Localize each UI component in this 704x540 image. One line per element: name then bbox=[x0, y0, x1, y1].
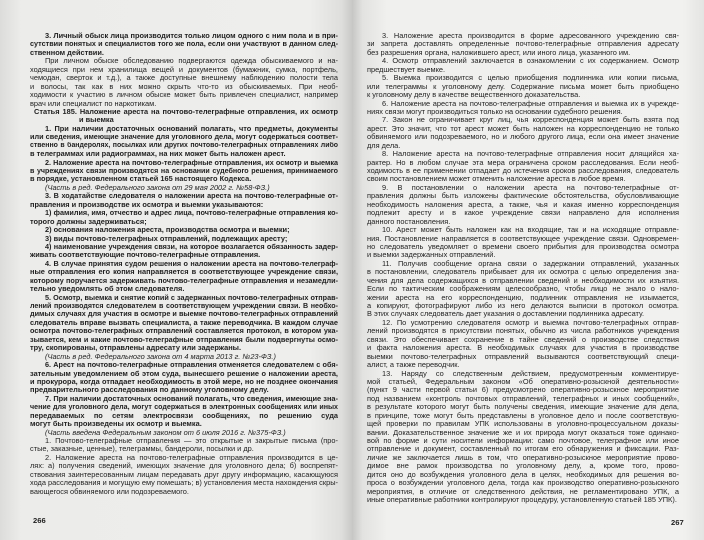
text-line: предшествует выемке. bbox=[367, 65, 446, 74]
statute-paragraph bbox=[30, 226, 338, 234]
text-line: В этих случаях следователь дает указания о доставлении подлинника адресату. bbox=[367, 310, 645, 319]
text-line: данного постановления. bbox=[367, 217, 451, 226]
text-line: тру, скопированы, отправлены адресату или задержаны. bbox=[30, 344, 242, 353]
text-line: 6. Наложение ареста на почтово-телеграфные отправления и выемка их в учрежде- bbox=[382, 99, 679, 108]
commentary-paragraph bbox=[30, 437, 338, 454]
text-line: личие же заключается лишь в том, что оперативно-розыскное мероприятие прово- bbox=[367, 453, 679, 462]
text-line: 4. В случае принятия судом решения о наложении ареста на почтово-телеграф- bbox=[45, 259, 338, 268]
left-page-text bbox=[30, 32, 338, 496]
text-line: в постановлении, следователь прибывает для их осмотра с целью определения зна- bbox=[367, 268, 679, 277]
commentary-paragraph bbox=[367, 74, 679, 99]
text-line: необходимость наложения ареста, а также, чья и какая именно корреспонденция bbox=[367, 200, 679, 209]
commentary-paragraph bbox=[367, 226, 679, 260]
text-line: связи. Это обеспечивает сохранение в тайне сведений о производстве следствия bbox=[367, 335, 679, 344]
commentary-paragraph bbox=[367, 32, 679, 57]
text-line: 2) основания наложения ареста, производства осмотра и выемки; bbox=[45, 226, 290, 235]
page-number: 266 bbox=[33, 516, 46, 525]
text-line: зывается, кем и какие почтово-телеграфные отправления были подвергнуты осмо- bbox=[30, 335, 338, 344]
text-line: правления и производстве их осмотра и выемки указываются: bbox=[30, 200, 264, 209]
text-line: лений производятся следователем в соответствующем учреждении связи. В необхо- bbox=[30, 302, 338, 310]
text-line: вой по форме и сути носители информации: само почтовое, телеграфное или иное bbox=[367, 437, 679, 445]
text-line: без разрешения органа, наложившего арест, или иного лица, указанного им. bbox=[367, 48, 631, 57]
text-line: а копируют, фотографируют либо из него делаются выписки в протокол осмотра. bbox=[367, 302, 679, 310]
text-line: 4. Осмотр отправлений заключается в ознакомлении с их содержанием. Осмотр bbox=[382, 57, 679, 66]
text-line: и выемка bbox=[79, 116, 114, 125]
text-line: 8. Наложение ареста на почтово-телеграфные отправления носит длящийся ха- bbox=[382, 150, 679, 159]
text-line: предварительного расследования по данному уголовному делу. bbox=[30, 386, 269, 395]
text-line: ственно в бандеролях, посылках или других почтово-телеграфных отправлениях либо bbox=[30, 141, 338, 149]
statute-paragraph bbox=[30, 192, 338, 209]
text-line: выемки почтово-телеграфных отправлений вызываются соответствующий специ- bbox=[367, 352, 679, 361]
text-line: зи запрета доставлять определенные почтово-телеграфные отправления адресату bbox=[367, 40, 679, 49]
text-line: мой статьей, Федеральным законом «Об оперативно-розыскной деятельности» bbox=[367, 377, 679, 386]
text-line: ственном действии. bbox=[30, 48, 104, 57]
text-line: живать соответствующие почтово-телеграфные отправления. bbox=[30, 251, 261, 260]
right-page bbox=[352, 0, 704, 540]
text-line: обвиняемого или подозреваемого, но и любого другого лица, если она имеет значение bbox=[367, 133, 679, 142]
text-line: 3. В ходатайстве следователя о наложении ареста на почтово-телеграфные от- bbox=[45, 192, 338, 201]
statute-paragraph bbox=[30, 294, 338, 353]
commentary-paragraph bbox=[30, 454, 338, 496]
text-line: чение для уголовного дела, могут содержаться в электронных сообщениях или иных bbox=[30, 403, 338, 412]
text-line: При личном обыске обследованию подвергаются одежда обыскиваемого и на- bbox=[45, 57, 338, 66]
text-line: или сведения, имеющие значение для уголовного дела, могут содержаться соответ- bbox=[30, 133, 338, 142]
text-line: щей проверки по правилам УПК использованы в уголовно-процессуальном доказы- bbox=[367, 420, 679, 429]
text-line: 11. Получив сообщение органа связи о задержании отправлений, указанных bbox=[382, 259, 679, 268]
text-line: 4) наименование учреждения связи, на которое возлагается обязанность задер- bbox=[45, 242, 338, 251]
text-line: (Часть введена Федеральным законом от 6 июля 2016 г. №375-ФЗ.) bbox=[45, 428, 286, 437]
page-number: 267 bbox=[671, 518, 684, 527]
commentary-paragraph bbox=[367, 370, 679, 505]
text-line: 1. Почтово-телеграфные отправления — это открытые и закрытые письма (про- bbox=[45, 437, 338, 445]
text-line: к уголовному делу в качестве вещественного доказательства. bbox=[367, 91, 581, 100]
text-line: рактер. Но в любом случае эта мера ограничена сроком расследования. Если необ- bbox=[367, 158, 679, 167]
commentary-paragraph bbox=[367, 150, 679, 184]
text-line: проса о возбуждении уголовного дела, тогда как производство оперативно-розыскного bbox=[367, 479, 679, 488]
statute-paragraph bbox=[30, 260, 338, 294]
text-line: и факта наложения ареста. В необходимых случаях для участия в производстве bbox=[367, 344, 679, 353]
text-line: в результате которого могут быть получены сведения, имеющие значение для дела, bbox=[367, 403, 679, 412]
text-line: 2. Наложение ареста на почтово-телеграфные отправления, их осмотр и выемка bbox=[45, 158, 338, 167]
text-line: иные оперативные работники контролируют процедуру, установленную статьей 185 УПК). bbox=[367, 496, 677, 505]
text-line: торого должны задерживаться; bbox=[30, 217, 147, 226]
text-line: ходимости к участию в личном обыске может быть привлечен специалист, например bbox=[30, 91, 338, 100]
text-line: (пункт 9 части первой статьи 6) предусмотрено оперативно-розыскное мероприятие bbox=[367, 386, 679, 395]
text-line: и прокурора, когда отпадает необходимость в этой мере, но не позднее окончания bbox=[30, 377, 338, 386]
text-line: 7. Закон не ограничивает круг лиц, чья корреспонденция может быть взята под bbox=[382, 116, 679, 125]
text-line: 1) фамилия, имя, отчество и адрес лица, почтово-телеграфные отправления ко- bbox=[45, 209, 338, 218]
article-heading bbox=[30, 108, 338, 125]
commentary-paragraph bbox=[367, 100, 679, 117]
right-page-text bbox=[367, 32, 679, 505]
amendment-note bbox=[30, 353, 338, 361]
statute-paragraph bbox=[30, 209, 338, 226]
text-line: зательным уведомлением об этом суда, вынесшего решение о наложении ареста, bbox=[30, 369, 338, 378]
text-line: Если по тактическим соображениям целесообразно, чтобы лицо не знало о нало- bbox=[367, 285, 679, 294]
commentary-paragraph bbox=[30, 57, 338, 108]
text-line: вании. Доказательственное значение же и их природа могут оказаться тоже одинако- bbox=[367, 428, 679, 437]
text-line: своим постановлением может отменить наложение ареста в любое время. bbox=[367, 175, 626, 184]
text-line: ные отправления его копия направляется в соответствующее учреждение связи, bbox=[30, 268, 338, 277]
text-line: в телеграммах или радиограммах, на них может быть наложен арест. bbox=[30, 150, 286, 159]
text-line: ниях связи могут производиться только на основании судебного решения. bbox=[367, 107, 623, 116]
text-line: и выемки задержанных отправлений. bbox=[367, 251, 496, 260]
commentary-paragraph bbox=[367, 57, 679, 74]
text-line: хода расследования и могущую ему помешать; в) установления места нахождения скры- bbox=[30, 479, 338, 488]
text-line: следователь вправе вызвать специалиста, а также переводчика. В каждом случае bbox=[30, 318, 338, 327]
text-line: но следователь уведомляет о времени своего прибытия для производства осмотра bbox=[367, 242, 679, 251]
text-line: которому поручается задерживать почтово-телеграфные отправления и незамедли- bbox=[30, 276, 338, 285]
text-line: врач или специалист по наркотикам. bbox=[30, 99, 157, 108]
text-line: для дела. bbox=[367, 141, 401, 150]
text-line: могут быть произведены их осмотр и выемка. bbox=[30, 420, 202, 429]
text-line: отправление и документ, составленный по итогам его обнаружения и фиксации. Раз- bbox=[367, 445, 679, 454]
text-line: алист, а также переводчик. bbox=[367, 361, 460, 370]
text-line: 6. Арест на почтово-телеграфные отправления отменяется следователем с обя- bbox=[45, 361, 338, 370]
statute-paragraph bbox=[30, 159, 338, 184]
text-line: 3. Личный обыск лица производится только лицом одного с ним пола и в при- bbox=[45, 32, 338, 40]
commentary-paragraph bbox=[367, 260, 679, 319]
text-line: ходимость в ее применении отпадает до истечения сроков расследования, следователь bbox=[367, 167, 679, 175]
text-line: сутствии понятых и специалистов того же пола, если они участвуют в данном след- bbox=[30, 40, 338, 49]
text-line: 5. Выемка производится с целью приобщения подлинника или копии письма, bbox=[382, 74, 679, 83]
amendment-note bbox=[30, 184, 338, 192]
text-line: ния. Постановление направляется в соответствующее учреждение связи. Одновремен- bbox=[367, 234, 679, 243]
text-line: и волосы, так как в них можно скрыть что-то из обыскиваемых. При необ- bbox=[30, 82, 338, 91]
text-line: димое вне рамок производства по уголовному делу, а, кроме того, прово- bbox=[367, 462, 679, 471]
text-line: передаваемых по сетям электросвязи сообщениях, по решению суда bbox=[30, 411, 338, 420]
text-line: Статья 185. Наложение ареста на почтово-телеграфные отправления, их осмотр bbox=[34, 107, 338, 116]
text-line: 2. Наложение ареста на почтово-телеграфные отправления производится в це- bbox=[45, 453, 338, 462]
text-line: дится оно до возбуждения уголовного дела в целях, необходимых для решения во- bbox=[367, 470, 679, 479]
text-line: 10. Арест может быть наложен как на входящие, так и на исходящие отправле- bbox=[382, 226, 679, 235]
text-line: чения для дела содержащихся в отправлении сведений и необходимости их изъятия. bbox=[367, 276, 679, 285]
commentary-paragraph bbox=[367, 319, 679, 370]
statute-paragraph bbox=[30, 243, 338, 260]
text-line: 5. Осмотр, выемка и снятие копий с задержанных почтово-телеграфных отправ- bbox=[45, 293, 338, 302]
text-line: под названием «контроль почтовых отправлений, телеграфных и иных сообщений», bbox=[367, 394, 679, 403]
statute-paragraph bbox=[30, 395, 338, 429]
text-line: 12. По усмотрению следователя осмотр и выемка почтово-телеграфных отправ- bbox=[382, 318, 679, 327]
text-line: 3) виды почтово-телеграфных отправлений, подлежащих аресту; bbox=[45, 234, 288, 243]
amendment-note bbox=[30, 429, 338, 437]
text-line: стые, заказные, ценные), телеграммы, бандероли, посылки и др. bbox=[30, 445, 254, 454]
text-line: ходящиеся при нем хранилища вещей и документов (бумажник, сумка, портфель, bbox=[30, 65, 338, 74]
text-line: 1. При наличии достаточных оснований полагать, что предметы, документы bbox=[45, 124, 338, 133]
text-line: осмотра почтово-телеграфных отправлений составляется протокол, в котором ука- bbox=[30, 327, 338, 336]
text-line: тельно уведомлять об этом следователя. bbox=[30, 285, 185, 294]
text-line: арест. Это значит, что тот арест может быть наложен на корреспонденцию не только bbox=[367, 124, 679, 133]
text-line: мероприятия, в отличие от следственного действия, не регламентировано УПК, а bbox=[367, 487, 679, 496]
text-line: в порядке, установленном статьей 165 настоящего Кодекса. bbox=[30, 175, 252, 184]
text-line: чемодан, сверток и т.д.), а также доступные внешнему наблюдению полости тела bbox=[30, 74, 338, 83]
commentary-paragraph bbox=[367, 184, 679, 226]
text-line: правления должны быть изложены фактические обстоятельства, обусловливающие bbox=[367, 192, 679, 201]
commentary-paragraph bbox=[367, 116, 679, 150]
text-line: димых случаях для участия в осмотре и выемке почтово-телеграфных отправлений bbox=[30, 310, 338, 319]
text-line: жении ареста на его корреспонденцию, подлинник отправления не изымается, bbox=[367, 293, 679, 302]
statute-paragraph bbox=[30, 361, 338, 395]
text-line: лях: а) получения сведений, имеющих значение для уголовного дела; б) воспрепят- bbox=[30, 462, 338, 471]
text-line: 13. Наряду со следственным действием, предусмотренным комментируе- bbox=[382, 369, 679, 378]
text-line: или телеграммы к уголовному делу. Содержание письма может быть приобщено bbox=[367, 82, 679, 91]
text-line: в учреждениях связи производятся на основании судебного решения, принимаемого bbox=[30, 167, 338, 175]
statute-paragraph bbox=[30, 32, 338, 57]
text-line: лений производятся в присутствии понятых, обычно из числа работников учреждения bbox=[367, 327, 679, 336]
text-line: подлежит аресту и в какое учреждение связи направлено для исполнения bbox=[367, 209, 679, 218]
text-line: вающегося обвиняемого или подозреваемого. bbox=[30, 487, 189, 496]
text-line: 7. При наличии достаточных оснований полагать, что сведения, имеющие зна- bbox=[45, 394, 338, 403]
text-line: 9. В постановлении о наложении ареста на почтово-телеграфные от- bbox=[382, 183, 679, 192]
statute-paragraph bbox=[30, 125, 338, 159]
text-line: 3. Наложение ареста производится в форме адресованного учреждению свя- bbox=[382, 32, 679, 40]
text-line: (Часть в ред. Федерального закона от 4 марта 2013 г. №23-ФЗ.) bbox=[45, 352, 276, 361]
text-line: ствования заинтересованным лицам передавать друг другу информацию, касающуюся bbox=[30, 470, 338, 479]
text-line: (Часть в ред. Федерального закона от 29 мая 2002 г. №58-ФЗ.) bbox=[45, 183, 270, 192]
statute-paragraph bbox=[30, 235, 338, 243]
text-line: в принципе, тоже могут быть представлены в уголовное дело и после соответствую- bbox=[367, 411, 679, 420]
